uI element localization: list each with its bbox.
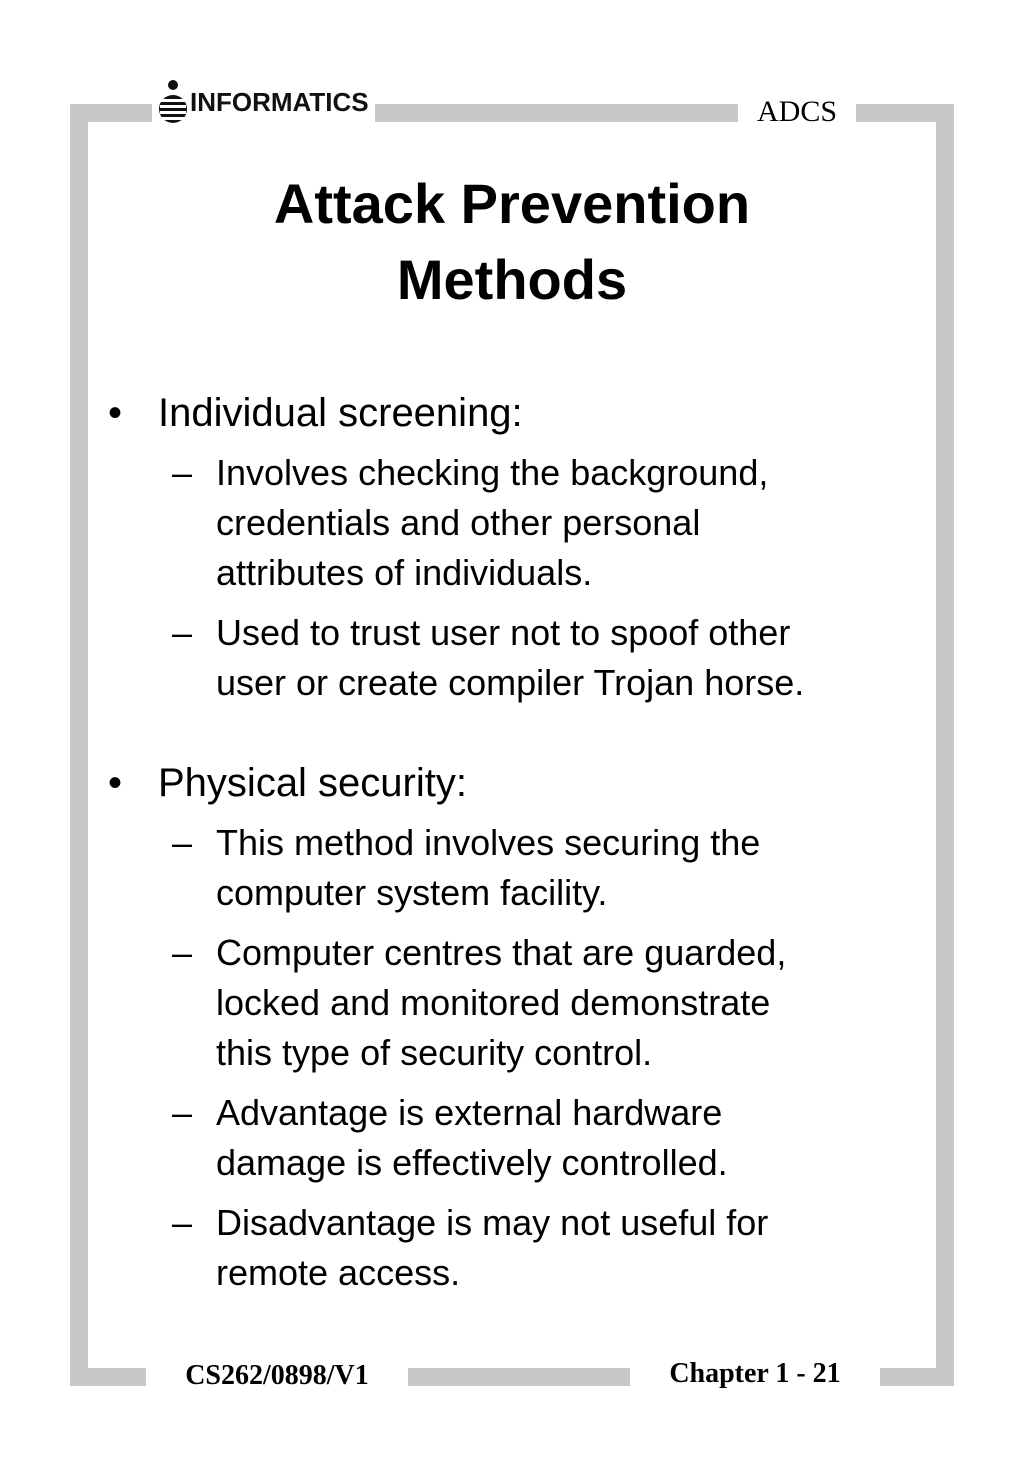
footer-course-code: CS262/0898/V1 [146,1356,408,1396]
informatics-logo [152,76,375,128]
sub-bullet-text [216,608,916,708]
sub-bullet-text [216,1088,916,1188]
sub-bullet-text [216,928,916,1078]
sub-bullet-text [216,818,916,918]
slide-title-line-1: Attack Prevention [273,172,751,235]
sub-bullet-line: user or create compiler Trojan horse. [216,662,805,703]
footer-page-number: Chapter 1 - 21 [630,1354,880,1394]
sub-bullet-line: Advantage is external hardware [216,1092,723,1133]
dash-glyph: – [172,932,193,973]
bullet-glyph: • [108,761,123,805]
sub-bullet-line: remote access. [216,1252,461,1293]
dash-glyph: – [172,1202,193,1243]
bullet-glyph: • [108,391,123,435]
bullet-text: Individual screening: [158,391,523,435]
slide-title [0,166,1024,318]
sub-bullet-line: credentials and other personal [216,502,701,543]
dash-glyph: – [172,452,193,493]
dash-glyph: – [172,612,193,653]
slide-title-line-2: Methods [396,248,628,311]
informatics-logo-icon [158,77,188,127]
sub-bullet-text [216,1198,916,1298]
dash-glyph: – [172,1092,193,1133]
logo-text: INFORMATICS [190,86,369,117]
sub-bullet-text [216,448,916,598]
bullet-text: Physical security: [158,761,467,805]
sub-bullet-line: locked and monitored demonstrate [216,982,771,1023]
sub-bullet-line: computer system facility. [216,872,608,913]
sub-bullet-line: Used to trust user not to spoof other [216,612,791,653]
sub-bullet-line: Involves checking the background, [216,452,769,493]
header-course-label: ADCS [738,92,856,132]
sub-bullet-line: attributes of individuals. [216,552,593,593]
sub-bullet-line: damage is effectively controlled. [216,1142,728,1183]
sub-bullet-line: Disadvantage is may not useful for [216,1202,769,1243]
sub-bullet-line: Computer centres that are guarded, [216,932,787,973]
dash-glyph: – [172,822,193,863]
sub-bullet-line: This method involves securing the [216,822,761,863]
sub-bullet-line: this type of security control. [216,1032,653,1073]
